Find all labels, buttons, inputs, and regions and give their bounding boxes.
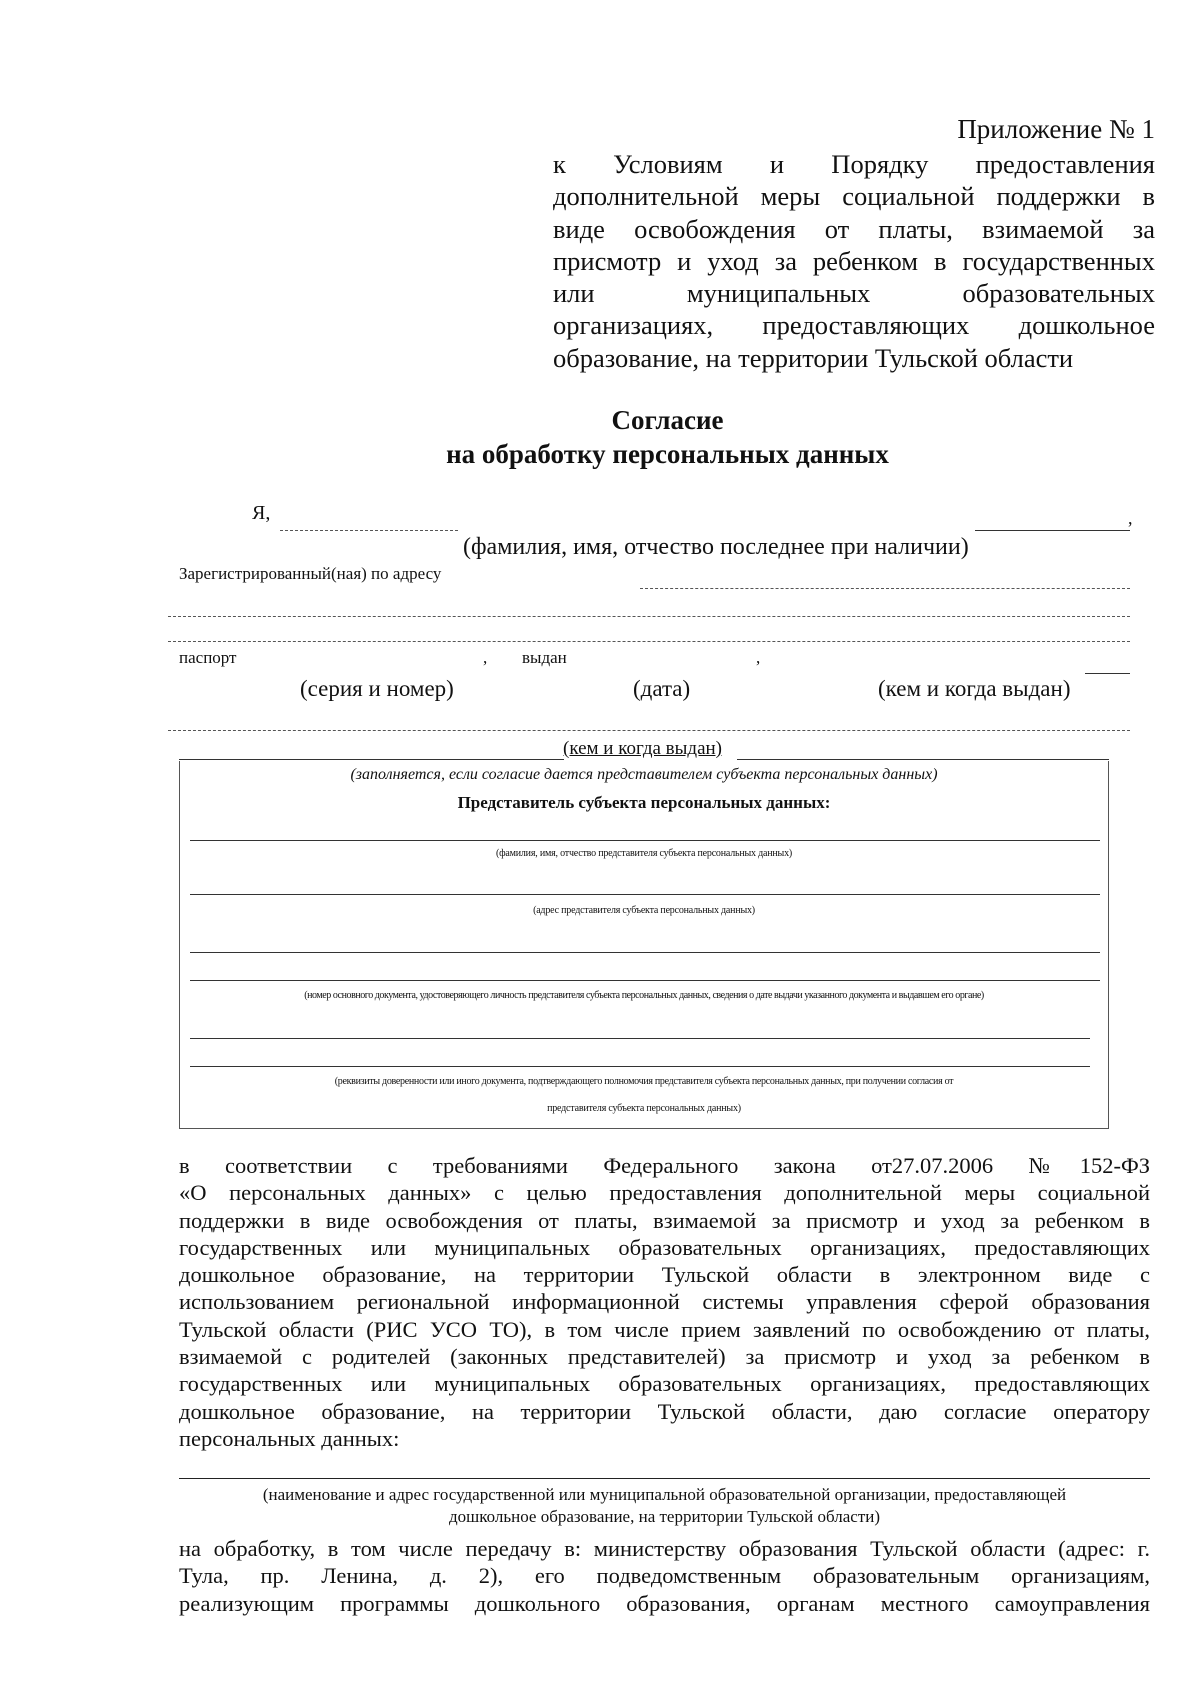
organization-line: [179, 1478, 1150, 1479]
appendix-line: образование, на территории Тульской области: [553, 342, 1074, 373]
appendix-text: [553, 148, 1155, 374]
appendix-line: или муниципальных образовательных: [553, 278, 1155, 309]
issued-label: выдан: [522, 648, 567, 667]
address-label: Зарегистрированный(ная) по адресу: [179, 564, 442, 583]
title-line-2: на обработку персональных данных: [446, 439, 889, 469]
body-line: персональных данных:: [179, 1425, 400, 1451]
rep-address-line: [190, 894, 1100, 895]
body-line: поддержки в виде освобождения от платы, взимаемой за присмотр и уход за ребенком в: [179, 1207, 1150, 1233]
body-line: государственных или муниципальных образовательных организациях, предоставляющих: [179, 1234, 1150, 1260]
document-title: [0, 404, 1200, 437]
body-paragraph: [179, 1152, 1150, 1452]
organization-caption-line-2: дошкольное образование, на территории Тульской области): [448, 1507, 881, 1526]
date-caption: (дата): [633, 676, 691, 701]
appendix-line: виде освобождения от платы, взимаемой за: [553, 213, 1155, 244]
fio-caption: (фамилия, имя, отчество последнее при наличии): [463, 534, 969, 560]
fio-comma: ,: [1128, 508, 1133, 528]
body-line: Тульской области (РИС УСО ТО), в том числе прием заявлений по освобождению от платы,: [179, 1316, 1150, 1342]
body-line: «О персональных данных» с целью предоставления дополнительной меры социальной: [179, 1180, 1150, 1206]
organization-caption: [179, 1484, 1150, 1528]
appendix-title: Приложение № 1: [957, 114, 1155, 144]
appendix-line: к Условиям и Порядку предоставления: [553, 149, 1155, 179]
continuation-line: на обработку, в том числе передачу в: министерству образования Тульской области (адрес: г.: [179, 1536, 1150, 1561]
passport-line-end: [1085, 673, 1130, 674]
issued-by-line: [168, 730, 1130, 731]
body-line: государственных или муниципальных образовательных организациях, предоставляющих: [179, 1371, 1150, 1397]
representative-title: Представитель субъекта персональных данных:: [457, 793, 831, 812]
rep-fio-line: [190, 840, 1100, 841]
issued-by-caption-2: (кем и когда выдан): [563, 738, 723, 759]
organization-caption-line-1: (наименование и адрес государственной или муниципальной образовательной организации, предоставляющей: [262, 1485, 1067, 1504]
body-line: дошкольное образование, на территории Тульской области в электронном виде с: [179, 1262, 1150, 1288]
continuation-line: Тула, пр. Ленина, д. 2), его подведомственным образовательным организациям,: [179, 1563, 1150, 1589]
continuation-paragraph: [179, 1535, 1150, 1617]
address-line-1: [640, 588, 1130, 589]
passport-comma: ,: [483, 648, 488, 667]
passport-label: паспорт: [179, 648, 237, 667]
rep-doc-line-2: [190, 980, 1100, 981]
rep-doc-line-1: [190, 952, 1100, 953]
rep-proxy-caption-2: представителя субъекта персональных данных): [547, 1103, 741, 1114]
rep-proxy-line-1: [190, 1038, 1090, 1039]
body-line: в соответствии с требованиями Федерального закона от27.07.2006 №152-ФЗ: [179, 1153, 1150, 1178]
body-line: использованием региональной информационной системы управления сферой образования: [179, 1289, 1150, 1315]
rep-fio-caption: (фамилия, имя, отчество представителя субъекта персональных данных): [495, 848, 793, 859]
fio-line-left: [280, 530, 458, 531]
series-caption: (серия и номер): [300, 676, 454, 701]
issued-by-line-2-left: [179, 759, 564, 760]
address-line-3: [168, 641, 1130, 642]
issued-comma: ,: [756, 648, 761, 667]
appendix-line: дополнительной меры социальной поддержки в: [553, 181, 1155, 212]
representative-note: (заполняется, если согласие дается представителем субъекта персональных данных): [350, 766, 938, 783]
representative-box: [179, 761, 1109, 1129]
appendix-line: организациях, предоставляющих дошкольное: [553, 310, 1155, 341]
title-line-1: Согласие: [611, 405, 724, 435]
body-line: взимаемой с родителей (законных представителей) за присмотр и уход за ребенком в: [179, 1344, 1150, 1370]
address-line-2: [168, 616, 1130, 617]
rep-proxy-caption-1: (реквизиты доверенности или иного документа, подтверждающего полномочия представителя субъекта персональных данных, при получении согласия от: [334, 1076, 954, 1087]
rep-proxy-line-2: [190, 1066, 1090, 1067]
body-line: дошкольное образование, на территории Тульской области, даю согласие оператору: [179, 1398, 1150, 1424]
appendix-line: присмотр и уход за ребенком в государственных: [553, 245, 1155, 276]
continuation-line: реализующим программы дошкольного образования, органам местного самоуправления: [179, 1590, 1150, 1616]
issued-by-caption: (кем и когда выдан): [878, 676, 1071, 701]
document-subtitle: [0, 438, 1200, 471]
issued-by-line-2-right: [737, 759, 1109, 760]
rep-address-caption: (адрес представителя субъекта персональных данных): [533, 905, 755, 916]
ya-label: Я,: [252, 502, 271, 524]
rep-doc-caption: (номер основного документа, удостоверяющего личность представителя субъекта персональных данных, сведения о дате выдачи указанного документа и выдавшем его органе): [304, 990, 984, 1001]
fio-line-right: [975, 530, 1130, 531]
